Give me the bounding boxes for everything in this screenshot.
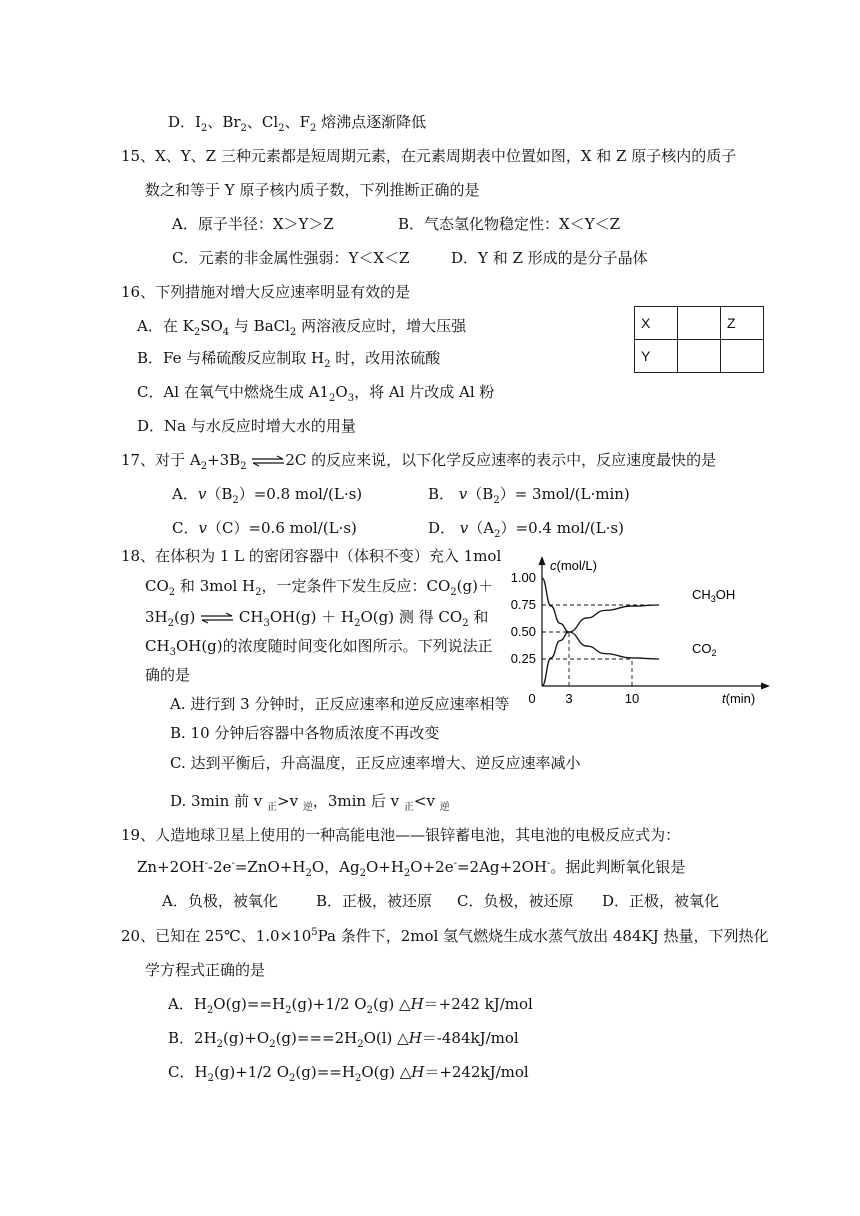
q20-option-c: C．$H_2(g)+1/2$ $O_2(g)==H_2O(g)$ △H＝+242kJ/mol: [168, 1063, 529, 1084]
q16-option-a: A．在 $K_2SO_4$ 与 BaCl$_2$ 两溶液反应时，增大压强: [137, 317, 467, 338]
y-tick-label: 0.75: [510, 597, 536, 612]
table-cell-x: X: [635, 307, 678, 340]
q15-option-b: B．气态氢化物稳定性：X＜Y＜Z: [398, 215, 621, 233]
x-tick-label: 3: [565, 691, 573, 706]
periodic-table-fragment: [634, 306, 764, 373]
equilibrium-arrow-icon: [251, 455, 285, 467]
q18-stem-line4: $CH_3OH(g)$的浓度随时间变化如图所示。下列说法正: [145, 637, 493, 658]
y-tick-label: 1.00: [510, 570, 536, 585]
y-tick-label: 0.50: [510, 624, 536, 639]
q18-option-a: A. 进行到 3 分钟时，正反应速率和逆反应速率相等: [170, 695, 510, 713]
x-axis-arrow: [761, 683, 770, 690]
q16-option-c: C．Al 在氧气中燃烧生成 $A1_2O_3$，将 Al 片改成 Al 粉: [137, 383, 495, 404]
q15-stem-line1: 15、X、Y、Z 三种元素都是短周期元素，在元素周期表中位置如图，X 和 Z 原子核内的质子: [121, 147, 737, 165]
q20-option-a: A．$H_2O(g)==H_2(g)+1/2$ $O_2(g)$ △H＝+242 kJ/mol: [168, 995, 533, 1016]
q16-option-d: D．Na 与水反应时增大水的用量: [137, 417, 356, 435]
q17-option-a: A．$v(B_2)=0.8$ mol/(L·s): [172, 485, 363, 506]
q17-stem: 17、对于 $A_2+3B_2$ 2C 的反应来说，以下化学反应速率的表示中，反应速度最快的是: [121, 451, 717, 472]
q15-option-c: C．元素的非金属性强弱：Y＜X＜Z: [172, 249, 410, 267]
q19-electrode-equation: $Zn+2OH^--2e^-=ZnO+H_2O$，$Ag_2O+H_2O+2e^-=2Ag+2OH^-$。据此判断氧化银是: [137, 858, 686, 879]
q18-stem-line1: 18、在体积为 1 L 的密闭容器中（体积不变）充入 1mol: [121, 547, 502, 565]
x-axis-label: t(min): [722, 691, 756, 706]
series-line-ch3oh: [542, 605, 659, 686]
table-cell-empty: [678, 340, 721, 373]
q16-option-b: B．Fe 与稀硫酸反应制取 $H_2$ 时，改用浓硫酸: [137, 349, 441, 370]
q19-option-d: D．正极，被氧化: [602, 892, 720, 910]
q17-option-c: C．v（C）=0.6 mol/(L·s): [172, 519, 357, 537]
y-axis-arrow: [539, 556, 546, 565]
x-tick-label: 0: [528, 691, 536, 706]
table-cell-y: Y: [635, 340, 678, 373]
concentration-time-chart: [492, 548, 782, 718]
q17-option-d: D． $v(A_2)=0.4$ mol/(L·s): [428, 519, 624, 540]
q15-stem-line2: 数之和等于 Y 原子核内质子数，下列推断正确的是: [145, 181, 480, 199]
table-cell-empty: [721, 340, 764, 373]
table-cell-z: Z: [721, 307, 764, 340]
q18-stem-line3: $3H_2(g) CH_3OH(g) + H_2O(g)$ 测 得 $CO_2$ 和: [145, 608, 489, 629]
q19-stem: 19、人造地球卫星上使用的一种高能电池——银锌蓄电池，其电池的电极反应式为：: [121, 826, 681, 844]
q18-stem-line2: $CO_2$ 和 3mol $H_2$，一定条件下发生反应：$CO_2(g)+$: [145, 577, 493, 598]
q18-option-b: B. 10 分钟后容器中各物质浓度不再改变: [170, 724, 440, 742]
y-tick-label: 0.25: [510, 651, 536, 666]
q20-stem-line1: 20、已知在 25℃、$1.0\times 10^5Pa$ 条件下，2mol 氢气燃烧生成水蒸气放出 484KJ 热量，下列热化: [121, 927, 769, 945]
q19-option-c: C．负极，被还原: [457, 892, 574, 910]
q19-option-b: B．正极，被还原: [316, 892, 433, 910]
x-tick-label: 10: [624, 691, 640, 706]
q15-option-d: D．Y 和 Z 形成的是分子晶体: [451, 249, 648, 267]
q15-option-a: A．原子半径：X＞Y＞Z: [172, 215, 334, 233]
q20-stem-line2: 学方程式正确的是: [145, 961, 266, 979]
series-line-co2: [542, 578, 659, 659]
q20-option-b: B．$2H_2(g)+O_2(g)===2H_2O(l)$ △H＝-484kJ/mol: [168, 1029, 519, 1050]
q18-stem-line5: 确的是: [145, 666, 191, 684]
y-axis-label: c(mol/L): [550, 558, 597, 573]
q18-option-c: C. 达到平衡后，升高温度，正反应速率增大、逆反应速率减小: [170, 754, 581, 772]
q19-option-a: A．负极，被氧化: [162, 892, 278, 910]
q18-option-d: D. 3min 前 v $_正$>v $_逆$，3min 后 v $_正$<v $_逆$: [170, 792, 450, 813]
q16-stem: 16、下列措施对增大反应速率明显有效的是: [121, 283, 411, 301]
equilibrium-arrow-icon: [200, 612, 234, 624]
q17-option-b: B． $v(B_2)= 3mol/(L\cdot\min)$: [428, 485, 630, 506]
series-label-ch3oh: $CH_3OH$: [692, 587, 736, 604]
q14-option-d: D．$I_2$、$Br_2$、$Cl_2$、$F_2$ 熔沸点逐渐降低: [168, 113, 427, 134]
series-label-co2: $CO_2$: [692, 641, 717, 658]
table-cell-empty: [678, 307, 721, 340]
